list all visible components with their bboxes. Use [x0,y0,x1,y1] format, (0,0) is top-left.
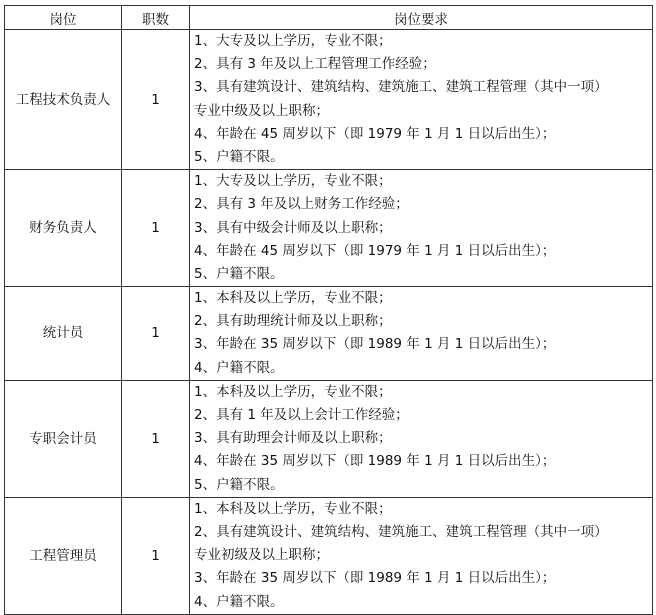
requirement-line: 1、大专及以上学历，专业不限； [194,33,392,49]
table-body [5,30,653,615]
table-row [5,30,653,170]
job-requirements-table [4,5,653,615]
header-requirements: 岗位要求 [190,6,653,30]
requirement-line: 2、具有 3 年及以上工程管理工作经验； [194,56,436,73]
requirement-line: 2、具有建筑设计、建筑结构、建筑施工、建筑工程管理（其中一项） [194,523,608,540]
position-cell: 统计员 [5,287,122,381]
requirements-cell [190,170,653,287]
requirement-line: 1、本科及以上学历，专业不限； [194,290,392,307]
count-cell: 1 [122,170,190,287]
position-cell: 工程管理员 [5,497,122,614]
table-row [5,497,653,614]
requirement-line: 3、年龄在 35 周岁以下（即 1989 年 1 月 1 日以后出生）； [194,570,556,587]
requirement-line: 3、年龄在 35 周岁以下（即 1989 年 1 月 1 日以后出生）； [194,336,556,353]
requirement-line: 2、具有 3 年及以上财务工作经验； [194,196,409,213]
position-cell: 财务负责人 [5,170,122,287]
count-cell: 1 [122,497,190,614]
requirements-cell [190,30,653,170]
requirement-line: 4、户籍不限。 [194,593,284,610]
requirement-line: 5、户籍不限。 [194,148,284,165]
requirement-line: 1、本科及以上学历，专业不限； [194,500,392,517]
header-position: 岗位 [5,6,122,30]
requirement-line: 2、具有 1 年及以上会计工作经验； [194,407,409,423]
requirement-line: 2、具有助理统计师及以上职称； [194,313,392,330]
requirements-cell [190,497,653,614]
requirement-line: 4、户籍不限。 [194,359,284,376]
table-header-row [5,6,653,30]
table-row [5,170,653,287]
count-cell: 1 [122,287,190,381]
table-row [5,287,653,381]
requirement-line: 专业初级及以上职称； [194,547,329,564]
requirement-line: 专业中级及以上职称； [194,102,329,119]
requirement-line: 4、年龄在 45 周岁以下（即 1979 年 1 月 1 日以后出生）； [194,125,556,142]
requirement-line: 3、具有助理会计师及以上职称； [194,430,392,447]
requirement-line: 5、户籍不限。 [194,476,284,493]
requirements-cell [190,287,653,381]
position-cell: 工程技术负责人 [5,30,122,170]
requirement-line: 3、具有建筑设计、建筑结构、建筑施工、建筑工程管理（其中一项） [194,79,608,96]
count-cell: 1 [122,380,190,497]
requirement-line: 4、年龄在 35 周岁以下（即 1989 年 1 月 1 日以后出生）； [194,453,556,470]
requirement-line: 1、大专及以上学历，专业不限； [194,173,392,190]
count-cell: 1 [122,30,190,170]
requirement-line: 5、户籍不限。 [194,265,284,282]
table-row [5,380,653,497]
requirement-line: 1、本科及以上学历，专业不限； [194,383,392,400]
position-cell: 专职会计员 [5,380,122,497]
requirements-cell [190,380,653,497]
requirement-line: 4、年龄在 45 周岁以下（即 1979 年 1 月 1 日以后出生）； [194,242,556,259]
requirement-line: 3、具有中级会计师及以上职称； [194,219,392,236]
header-count: 职数 [122,6,190,30]
